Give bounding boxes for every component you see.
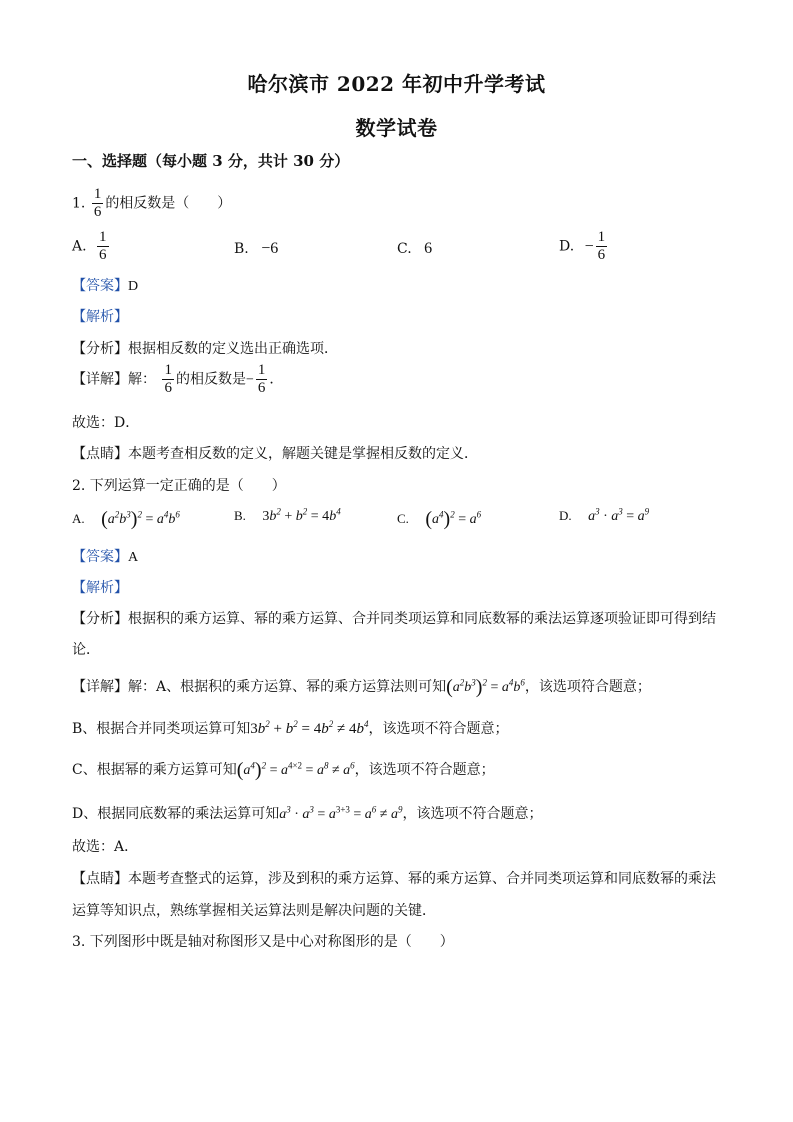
option-a: A. $(a^2b^3)^2 = a^4b^6$	[72, 508, 180, 530]
option-value: −6	[261, 240, 279, 257]
xiangjie-c: C、根据幂的乘方运算可知$(a^4)^2 = a^{4\times 2} = a^8 \ne a^6$，该选项不符合题意；	[72, 759, 495, 781]
formula: $(a^2b^3)^2 = a^4b^6$	[446, 676, 525, 698]
dianjing-line: 【点睛】本题考查相反数的定义，解题关键是掌握相反数的定义．	[72, 446, 478, 462]
option-label: B.	[234, 241, 249, 257]
formula: $3b^2 + b^2 = 4b^2 \ne 4b^4$	[250, 719, 369, 737]
option-d: D. − $\frac{1}{6}$	[559, 229, 606, 263]
fenxi-line: 【分析】根据积的乘方运算、幂的乘方运算、合并同类项运算和同底数幂的乘法运算逐项验证即可得到结	[72, 611, 716, 627]
question-3-stem: 3. 下列图形中既是轴对称图形又是中心对称图形的是（ ）	[72, 934, 454, 950]
dianjing-line: 【点睛】本题考查整式的运算，涉及到积的乘方运算、幂的乘方运算、合并同类项运算和同底数幂的乘法	[72, 871, 716, 887]
option-b: B. $3b^2 + b^2 = 4b^4$	[234, 506, 341, 524]
option-value: 6	[424, 240, 433, 257]
formula: $(a^4)^2 = a^{4\times 2} = a^8 \ne a^6$	[236, 759, 355, 781]
option-label: A.	[72, 238, 87, 255]
question-number: 1.	[72, 195, 86, 212]
xiangjie-d: D、根据同底数幂的乘法运算可知$a^3 \cdot a^3 = a^{3+3} = a^6 \ne a^9$，该选项不符合题意；	[72, 804, 543, 822]
answer-tag: 【答案】	[72, 278, 128, 294]
answer-line	[72, 275, 138, 295]
formula: $(a^2b^3)^2 = a^4b^6$	[101, 508, 180, 530]
formula: $(a^4)^2 = a^6$	[425, 508, 482, 530]
option-label: C.	[397, 241, 412, 257]
formula: $3b^2 + b^2 = 4b^4$	[262, 506, 341, 524]
choose-line: 故选：A．	[72, 839, 139, 855]
option-c: C. $(a^4)^2 = a^6$	[397, 508, 482, 530]
exam-title: 哈尔滨市 2022 年初中升学考试	[247, 72, 546, 96]
answer-line	[72, 546, 138, 566]
answer-value: D	[128, 279, 139, 294]
answer-tag: 【答案】	[72, 549, 128, 565]
fenxi-line: 【分析】根据相反数的定义选出正确选项．	[72, 341, 338, 357]
option-c	[397, 240, 432, 258]
section-heading: 一、选择题（每小题 3 分，共计 30 分）	[72, 152, 350, 170]
dianjing-line-2: 运算等知识点，熟练掌握相关运算法则是解决问题的关键．	[72, 903, 436, 919]
xiangjie-b: B、根据合并同类项运算可知$3b^2 + b^2 = 4b^2 \ne 4b^4$，该选项不符合题意；	[72, 719, 509, 737]
formula: $a^3 \cdot a^3 = a^9$	[588, 506, 650, 524]
fenxi-line-2: 论．	[72, 642, 100, 658]
fraction: $\frac{1}{6}$	[99, 229, 107, 263]
formula: $a^3 \cdot a^3 = a^{3+3} = a^6 \ne a^9$	[279, 804, 403, 822]
xiangjie-a: 【详解】解：A、根据积的乘方运算、幂的乘方运算法则可知$(a^2b^3)^2 = a^4b^6$，该选项符合题意；	[72, 676, 651, 698]
xiangjie-line: 【详解】解： $\frac{1}{6}$ 的相反数是− $\frac{1}{6}$ ．	[72, 362, 284, 396]
fraction: $\frac{1}{6}$	[597, 229, 606, 263]
option-d: D. $a^3 \cdot a^3 = a^9$	[559, 506, 650, 524]
option-a	[72, 229, 111, 264]
option-label: D.	[559, 238, 575, 255]
fraction: $\frac{1}{6}$	[257, 362, 266, 396]
question-2-stem: 2. 下列运算一定正确的是（ ）	[72, 478, 286, 494]
analysis-tag: 【解析】	[72, 309, 128, 325]
question-text: 的相反数是（ ）	[105, 195, 232, 212]
fraction: $\frac{1}{6}$	[93, 186, 102, 220]
answer-value: A	[128, 550, 139, 565]
option-b	[234, 240, 278, 258]
question-1-stem	[72, 186, 231, 221]
fraction: $\frac{1}{6}$	[164, 362, 172, 396]
analysis-tag: 【解析】	[72, 580, 128, 596]
exam-subtitle: 数学试卷	[355, 116, 438, 140]
choose-line: 故选：D．	[72, 415, 140, 431]
